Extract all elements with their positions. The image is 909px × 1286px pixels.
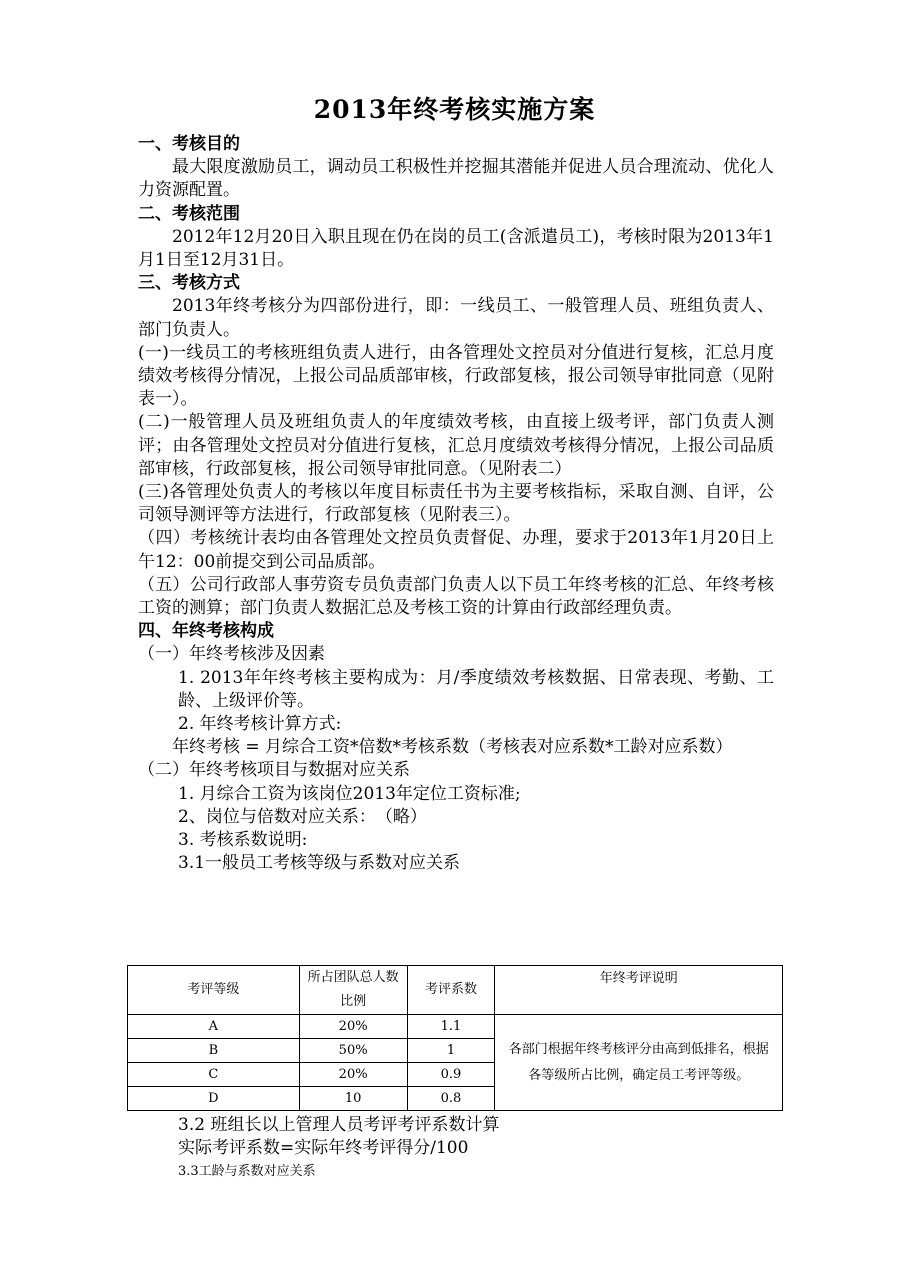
ratio-cell: 10 bbox=[299, 1087, 407, 1111]
subsection-heading-1: （一）年终考核涉及因素 bbox=[138, 644, 325, 665]
grade-coefficient-table bbox=[127, 965, 783, 1111]
section-heading-1: 一、考核目的 bbox=[138, 134, 240, 154]
section-3-item: (一)一线员工的考核班组负责人进行，由各管理处文控员对分值进行复核，汇总月度绩效考核得分情况，上报公司品质部审核，行政部复核，报公司领导审批同意（见附表一）。 bbox=[138, 342, 774, 410]
coefficient-cell: 0.9 bbox=[407, 1063, 495, 1087]
seniority-coefficient-heading: 3.3工龄与系数对应关系 bbox=[178, 1164, 316, 1179]
after-table-section bbox=[178, 1114, 499, 1183]
ratio-cell: 20% bbox=[299, 1015, 407, 1039]
grade-cell: A bbox=[128, 1015, 300, 1039]
table-caption: 3.1一般员工考核等级与系数对应关系 bbox=[178, 853, 461, 874]
document-title: 2013年终考核实施方案 bbox=[313, 95, 596, 124]
grade-cell: D bbox=[128, 1087, 300, 1111]
relation-item-3: 3. 考核系数说明: bbox=[178, 830, 308, 851]
ratio-cell: 50% bbox=[299, 1039, 407, 1063]
section-1-paragraph: 最大限度激励员工，调动员工积极性并挖掘其潜能并促进人员合理流动、优化人力资源配置。 bbox=[138, 157, 774, 201]
section-3-item: (三)各管理处负责人的考核以年度目标责任书为主要考核指标，采取自测、自评，公司领导测评等方法进行，行政部复核（见附表三）。 bbox=[138, 482, 774, 526]
header-description: 年终考评说明 bbox=[495, 966, 783, 1015]
section-3-paragraph: 2013年终考核分为四部份进行，即：一线员工、一般管理人员、班组负责人、部门负责人。 bbox=[138, 296, 774, 340]
manager-coefficient-heading: 3.2 班组长以上管理人员考评考评系数计算 bbox=[178, 1115, 500, 1135]
coefficient-cell: 0.8 bbox=[407, 1087, 495, 1111]
calc-method-label: 2. 年终考核计算方式: bbox=[178, 714, 342, 735]
section-3-item: （五）公司行政部人事劳资专员负责部门负责人以下员工年终考核的汇总、年终考核工资的测算；部门负责人数据汇总及考核工资的计算由行政部经理负责。 bbox=[138, 574, 774, 619]
coefficient-cell: 1 bbox=[407, 1039, 495, 1063]
calc-formula: 年终考核 = 月综合工资*倍数*考核系数（考核表对应系数*工龄对应系数） bbox=[172, 737, 733, 758]
grade-cell: C bbox=[128, 1063, 300, 1087]
manager-coefficient-formula: 实际考评系数=实际年终考评得分/100 bbox=[178, 1138, 469, 1158]
coefficient-cell: 1.1 bbox=[407, 1015, 495, 1039]
factor-paragraph: 1. 2013年年终考核主要构成为：月/季度绩效考核数据、日常表现、考勤、工龄、上级评价等。 bbox=[178, 667, 774, 711]
section-2-paragraph: 2012年12月20日入职且现在仍在岗的员工(含派遣员工)，考核时限为2013年1月1日至12月31日。 bbox=[138, 226, 774, 271]
relation-item-2: 2、岗位与倍数对应关系： （略） bbox=[178, 806, 427, 827]
description-cell: 各部门根据年终考核评分由高到低排名，根据各等级所占比例，确定员工考评等级。 bbox=[495, 1015, 783, 1111]
section-heading-2: 二、考核范围 bbox=[138, 203, 240, 224]
table-header-row bbox=[128, 966, 783, 1015]
ratio-cell: 20% bbox=[299, 1063, 407, 1087]
section-heading-3: 三、考核方式 bbox=[138, 273, 240, 294]
header-grade: 考评等级 bbox=[128, 966, 300, 1015]
relation-item-1: 1. 月综合工资为该岗位2013年定位工资标准; bbox=[178, 783, 521, 804]
header-ratio: 所占团队总人数比例 bbox=[299, 966, 407, 1015]
header-coefficient: 考评系数 bbox=[407, 966, 495, 1015]
document-body bbox=[138, 133, 774, 876]
section-heading-4: 四、年终考核构成 bbox=[138, 621, 274, 642]
section-3-item: （四）考核统计表均由各管理处文控员负责督促、办理，要求于2013年1月20日上午12：00前提交到公司品质部。 bbox=[138, 528, 774, 572]
table-row bbox=[128, 1015, 783, 1039]
subsection-heading-2: （二）年终考核项目与数据对应关系 bbox=[138, 760, 410, 781]
section-3-item: (二)一般管理人员及班组负责人的年度绩效考核，由直接上级考评，部门负责人测评；由各管理处文控员对分值进行复核，汇总月度绩效考核得分情况，上报公司品质部审核，行政部复核，报公司领导审批同意。（见附表二） bbox=[138, 412, 774, 479]
grade-cell: B bbox=[128, 1039, 300, 1063]
